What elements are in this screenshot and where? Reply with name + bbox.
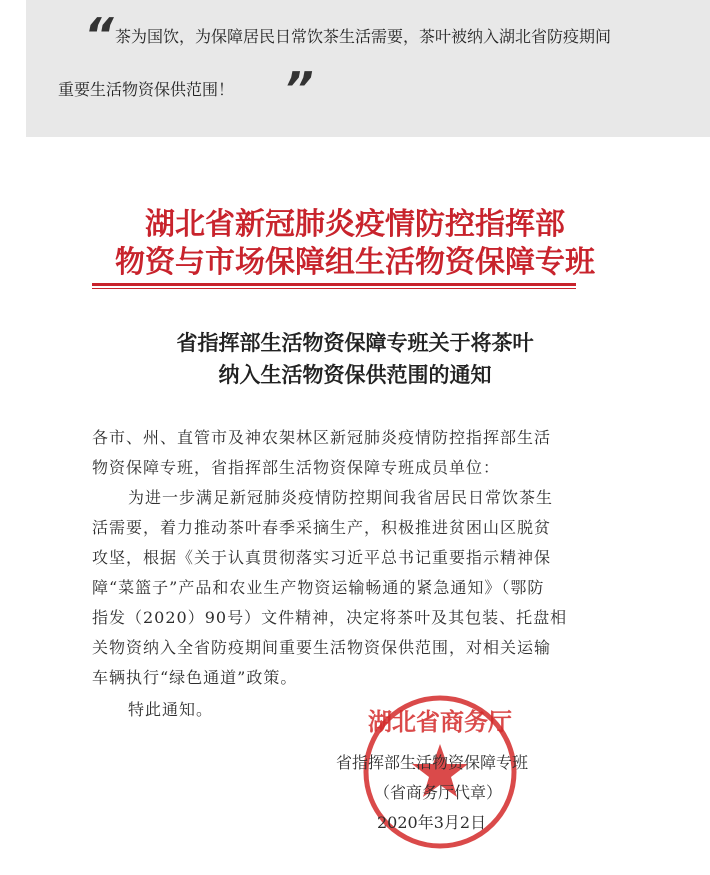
header-red-rule-thin <box>92 288 576 289</box>
seal-text: 湖北省商务厅 <box>368 707 512 736</box>
header-org-line-2: 物资与市场保障组生活物资保障专班 <box>115 245 595 280</box>
open-quote-icon: “ <box>84 8 110 62</box>
close-quote-icon: ” <box>284 62 310 116</box>
body-line: 活需要，着力推动茶叶春季采摘生产，积极推进贫困山区脱贫 <box>92 518 552 537</box>
body-line: 障“菜篮子”产品和农业生产物资运输畅通的紧急通知》（鄂防 <box>92 578 545 597</box>
quote-line-1: 茶为国饮，为保障居民日常饮茶生活需要，茶叶被纳入湖北省防疫期间 <box>115 27 612 46</box>
notice-title-line-2: 纳入生活物资保供范围的通知 <box>218 362 492 387</box>
header-org-line-1: 湖北省新冠肺炎疫情防控指挥部 <box>145 207 565 242</box>
body-line: 攻坚，根据《关于认真贯彻落实习近平总书记重要指示精神保 <box>92 548 552 567</box>
signature-date: 2020年3月2日 <box>377 813 487 832</box>
signature-acting: （省商务厅代章） <box>374 783 503 802</box>
quote-box <box>26 0 710 137</box>
body-line: 特此通知。 <box>128 700 214 719</box>
header-red-rule <box>92 283 576 286</box>
body-line: 各市、州、直管市及神农架林区新冠肺炎疫情防控指挥部生活 <box>92 428 552 447</box>
notice-document <box>0 137 710 875</box>
body-line: 指发（2020）90号）文件精神，决定将茶叶及其包装、托盘相 <box>92 608 568 627</box>
body-line: 车辆执行“绿色通道”政策。 <box>92 668 298 687</box>
body-line: 关物资纳入全省防疫期间重要生活物资保供范围，对相关运输 <box>92 638 552 657</box>
quote-line-2: 重要生活物资保供范围！ <box>58 80 235 99</box>
signature-org: 省指挥部生活物资保障专班 <box>336 753 529 772</box>
body-line: 为进一步满足新冠肺炎疫情防控期间我省居民日常饮茶生 <box>128 488 554 507</box>
body-line: 物资保障专班，省指挥部生活物资保障专班成员单位： <box>92 458 501 477</box>
notice-title-line-1: 省指挥部生活物资保障专班关于将茶叶 <box>176 330 534 355</box>
